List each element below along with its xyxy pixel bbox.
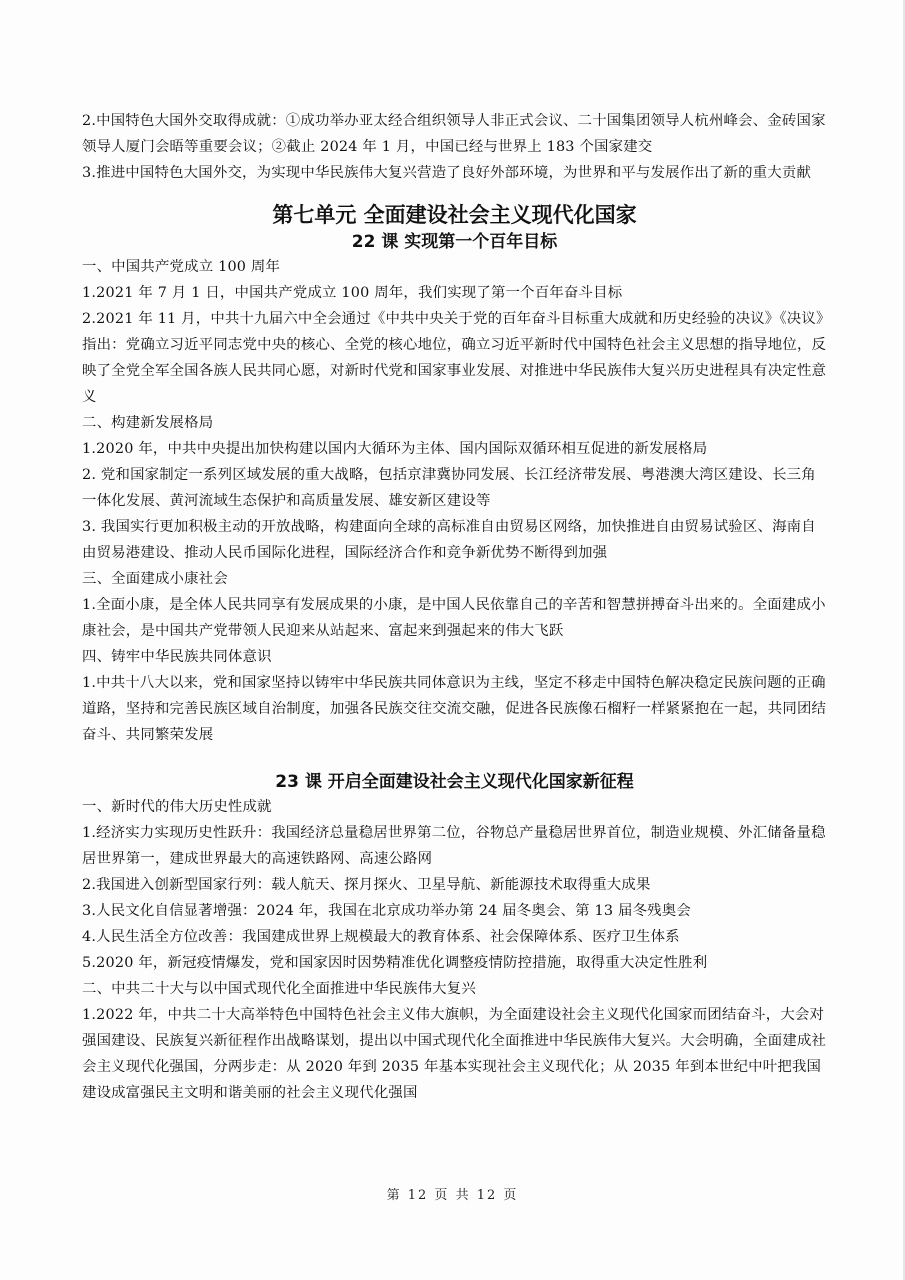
lesson-22-section-1-paragraph-2: 2.2021 年 11 月，中共十九届六中全会通过《中共中央关于党的百年奋斗目标重大成就和历史经验的决议》《决议》指出：党确立习近平同志党中央的核心、全党的核心地位，确立习近平新时代中国特色社会主义思想的指导地位，反映了全党全军全国各族人民共同心愿，对新时代党和国家事业发展、对推进中华民族伟大复兴历史进程具有决定性意义 [82, 311, 827, 405]
lesson-22-section-2-paragraph-1: 1.2020 年，中共中央提出加快构建以国内大循环为主体、国内国际双循环相互促进的新发展格局 [82, 441, 708, 457]
lesson-22-section-1-paragraph-1: 1.2021 年 7 月 1 日，中国共产党成立 100 周年，我们实现了第一个百年奋斗目标 [82, 285, 623, 301]
lesson-23-title: 23 课 开启全面建设社会主义现代化国家新征程 [275, 772, 634, 792]
lesson-22-section-2-heading: 二、构建新发展格局 [82, 415, 214, 431]
lesson-22-section-2-paragraph-3: 3. 我国实行更加积极主动的开放战略，构建面向全球的高标准自由贸易区网络，加快推进自由贸易试验区、海南自由贸易港建设、推动人民币国际化进程，国际经济合作和竞争新优势不断得到加强 [82, 519, 816, 561]
lesson-22-section-4-paragraph-1: 1.中共十八大以来，党和国家坚持以铸牢中华民族共同体意识为主线，坚定不移走中国特色解决稳定民族问题的正确道路，坚持和完善民族区域自治制度，加强各民族交往交流交融，促进各民族像石榴籽一样紧紧抱在一起，共同团结奋斗、共同繁荣发展 [82, 675, 827, 743]
intro-paragraph-2: 3.推进中国特色大国外交，为实现中华民族伟大复兴营造了良好外部环境，为世界和平与发展作出了新的重大贡献 [82, 165, 812, 181]
lesson-22-section-3-heading: 三、全面建成小康社会 [82, 571, 228, 587]
lesson-22-section-2-paragraph-2: 2. 党和国家制定一系列区域发展的重大战略，包括京津冀协同发展、长江经济带发展、粤港澳大湾区建设、长三角一体化发展、黄河流域生态保护和高质量发展、雄安新区建设等 [82, 467, 816, 509]
document-body [82, 108, 827, 1106]
lesson-23-section-1-paragraph-3: 3.人民文化自信显著增强：2024 年，我国在北京成功举办第 24 届冬奥会、第 13 届冬残奥会 [82, 903, 691, 919]
intro-paragraph-1: 2.中国特色大国外交取得成就：①成功举办亚太经合组织领导人非正式会议、二十国集团领导人杭州峰会、金砖国家领导人厦门会晤等重要会议；②截止 2024 年 1 月，中国已经与世界上 183 个国家建交 [82, 113, 826, 155]
lesson-22-section-1-heading: 一、中国共产党成立 100 周年 [82, 259, 281, 275]
lesson-23-section-2-paragraph-1: 1.2022 年，中共二十大高举特色中国特色社会主义伟大旗帜，为全面建设社会主义现代化国家而团结奋斗，大会对强国建设、民族复兴新征程作出战略谋划，提出以中国式现代化全面推进中华民族伟大复兴。大会明确，全面建成社会主义现代化强国，分两步走：从 2020 年到 2035 年基本实现社会主义现代化；从 2035 年到本世纪中叶把我国建设成富强民主文明和谐美丽的社会主义现代化强国 [82, 1007, 827, 1101]
lesson-23-section-1-paragraph-2: 2.我国进入创新型国家行列：载人航天、探月探火、卫星导航、新能源技术取得重大成果 [82, 877, 651, 893]
lesson-22-title: 22 课 实现第一个百年目标 [351, 232, 558, 252]
lesson-23-section-1-paragraph-4: 4.人民生活全方位改善：我国建成世界上规模最大的教育体系、社会保障体系、医疗卫生体系 [82, 929, 680, 945]
page-footer-number: 第 12 页 共 12 页 [386, 1188, 519, 1203]
lesson-22-section-4-heading: 四、铸牢中华民族共同体意识 [82, 649, 272, 665]
lesson-23-section-2-heading: 二、中共二十大与以中国式现代化全面推进中华民族伟大复兴 [82, 981, 476, 997]
lesson-22-section-3-paragraph-1: 1.全面小康，是全体人民共同享有发展成果的小康，是中国人民依靠自己的辛苦和智慧拼搏奋斗出来的。全面建成小康社会，是中国共产党带领人民迎来从站起来、富起来到强起来的伟大飞跃 [82, 597, 826, 639]
lesson-23-section-1-paragraph-5: 5.2020 年，新冠疫情爆发，党和国家因时因势精准优化调整疫情防控措施，取得重大决定性胜利 [82, 955, 708, 971]
lesson-23-section-1-paragraph-1: 1.经济实力实现历史性跃升：我国经济总量稳居世界第二位，谷物总产量稳居世界首位，制造业规模、外汇储备量稳居世界第一，建成世界最大的高速铁路网、高速公路网 [82, 825, 826, 867]
unit-title: 第七单元 全面建设社会主义现代化国家 [272, 203, 637, 227]
lesson-23-section-1-heading: 一、新时代的伟大历史性成就 [82, 799, 272, 815]
